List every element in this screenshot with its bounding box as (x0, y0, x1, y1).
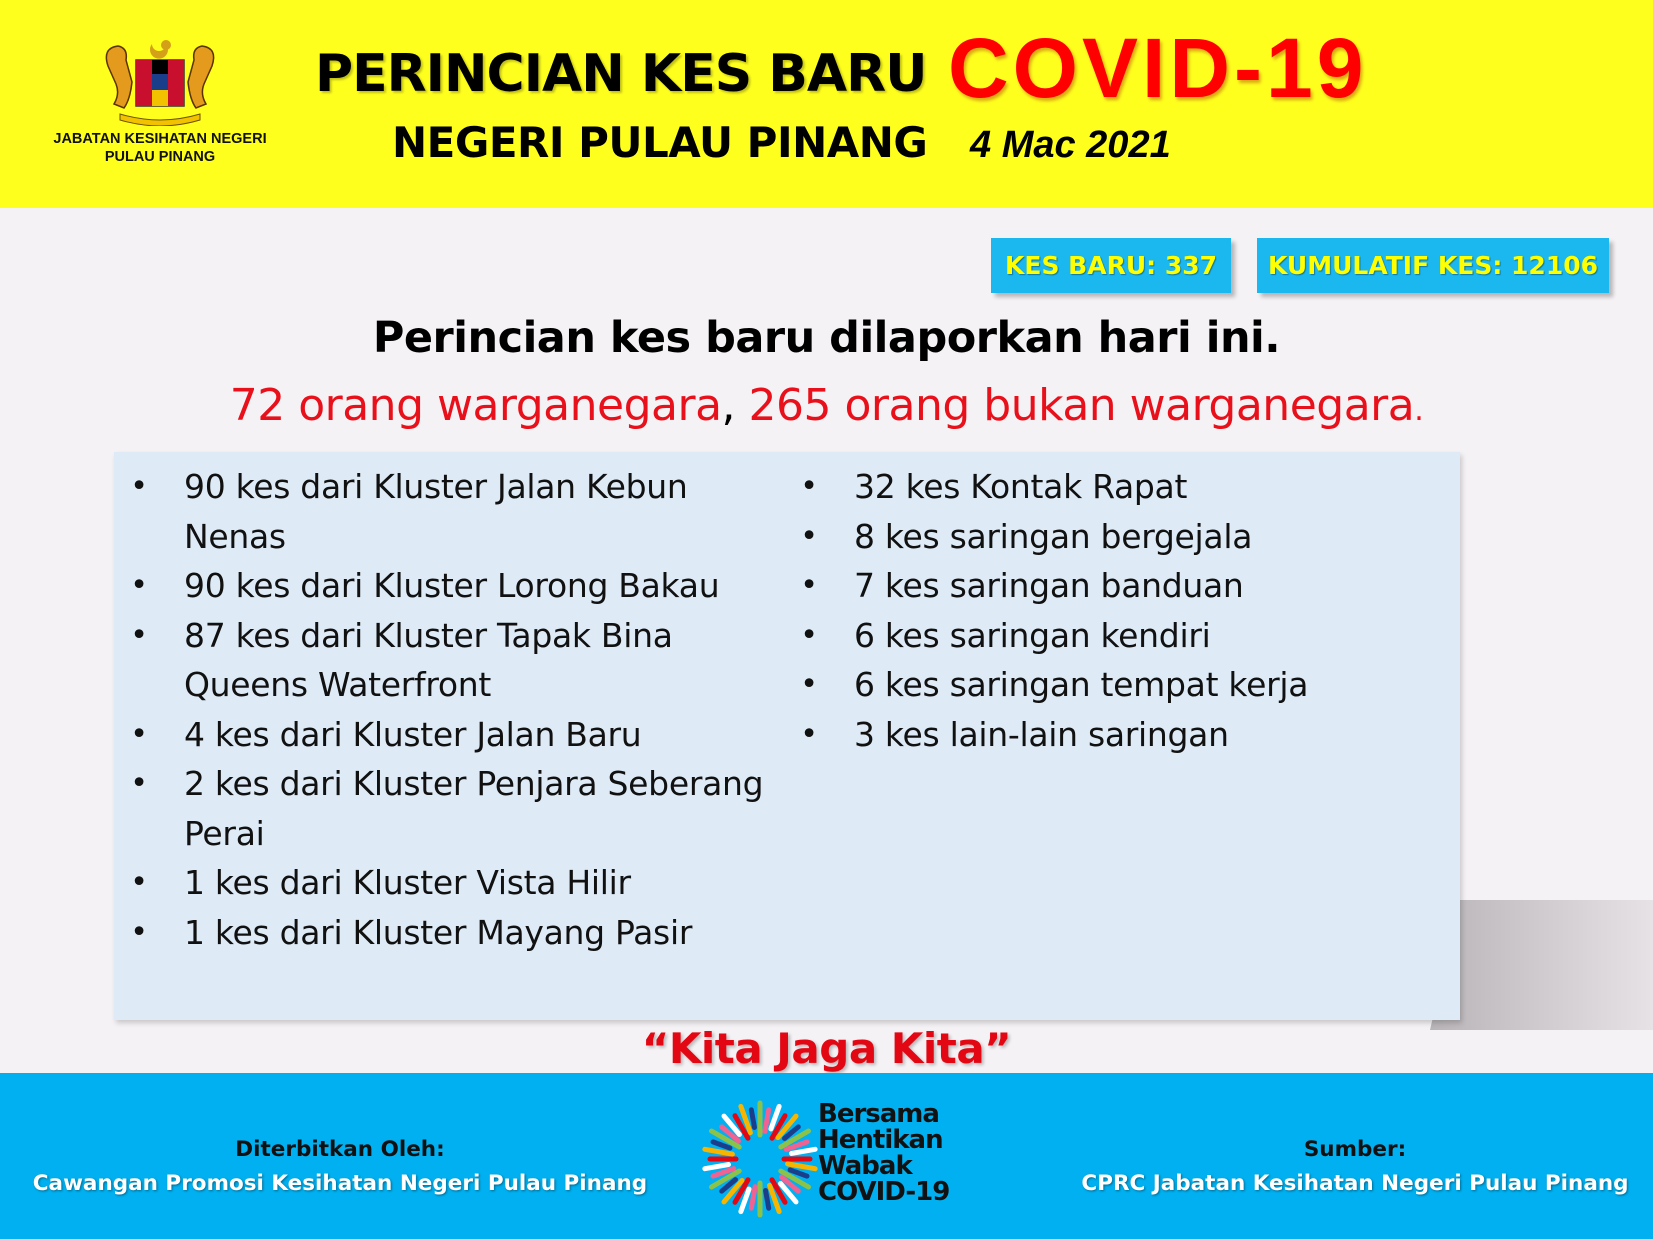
list-item (124, 908, 784, 958)
list-item (124, 561, 784, 611)
list-item-text: 7 kes saringan banduan (854, 566, 1244, 605)
state-name: NEGERI PULAU PINANG (392, 118, 928, 167)
breakdown-end: . (1414, 393, 1424, 428)
list-item (794, 462, 1434, 512)
bullet-icon: • (130, 469, 148, 504)
header-banner (0, 0, 1653, 208)
publisher-label: Diterbitkan Oleh: (235, 1137, 445, 1162)
list-item-text: 4 kes dari Kluster Jalan Baru (184, 714, 642, 754)
burst-ray (751, 1110, 754, 1128)
campaign-logo (700, 1099, 970, 1219)
agency-line-2: PULAU PINANG (104, 149, 216, 165)
page-title: PERINCIAN KES BARU (315, 44, 927, 104)
bullet-icon: • (800, 568, 818, 603)
bullet-icon: • (800, 469, 818, 504)
list-item (124, 759, 784, 858)
bullet-icon: • (130, 617, 148, 653)
bullet-icon: • (800, 617, 818, 653)
bullet-icon: • (800, 518, 818, 554)
list-item (794, 710, 1434, 760)
list-item (794, 611, 1434, 661)
coat-of-arms-icon (90, 36, 230, 126)
list-item-text: 87 kes dari Kluster Tapak Bina Queens Waterfront (184, 615, 673, 704)
burst-ray (751, 1187, 755, 1209)
list-item-text: 6 kes saringan kendiri (854, 615, 1211, 655)
non-citizens-count: 265 orang bukan warganegara (748, 380, 1415, 431)
campaign-line-4: COVID-19 (818, 1177, 950, 1207)
summary-heading: Perincian kes baru dilaporkan hari ini. (372, 313, 1281, 363)
starburst-logo-icon (700, 1099, 820, 1219)
bullet-icon: • (130, 865, 148, 900)
burst-ray (705, 1165, 729, 1169)
list-item-text: 1 kes dari Kluster Vista Hilir (184, 863, 631, 902)
list-item (794, 660, 1434, 710)
burst-ray (766, 1191, 769, 1209)
citizens-count: 72 orang warganegara (229, 380, 722, 431)
campaign-line-2: Hentikan (818, 1125, 943, 1155)
publisher-name: Cawangan Promosi Kesihatan Negeri Pulau Pinang (32, 1171, 648, 1196)
source-info (1080, 1133, 1630, 1201)
list-item (794, 512, 1434, 562)
bullet-icon: • (130, 914, 148, 950)
covid-title: COVID-19 (948, 21, 1368, 115)
list-item (124, 710, 784, 760)
agency-name (20, 130, 300, 166)
cumulative-cases-badge: KUMULATIF KES: 12106 (1257, 238, 1609, 293)
footer-banner (0, 1073, 1653, 1239)
bullet-icon: • (800, 667, 818, 702)
list-item (124, 858, 784, 908)
bullet-icon: • (130, 716, 148, 752)
list-item-text: 1 kes dari Kluster Mayang Pasir (184, 912, 693, 952)
new-cases-badge: KES BARU: 337 (991, 238, 1231, 293)
list-item-text: 6 kes saringan tempat kerja (854, 665, 1309, 704)
burst-ray (792, 1149, 816, 1153)
campaign-line-1: Bersama (818, 1099, 939, 1129)
source-name: CPRC Jabatan Kesihatan Negeri Pulau Pinang (1081, 1171, 1629, 1196)
list-item-text: 90 kes dari Kluster Jalan Kebun Nenas (184, 467, 688, 556)
bullet-icon: • (130, 568, 148, 603)
campaign-line-3: Wabak (818, 1151, 912, 1181)
list-item-text: 3 kes lain-lain saringan (854, 714, 1229, 754)
list-item (794, 561, 1434, 611)
slogan: “Kita Jaga Kita” (641, 1024, 1012, 1073)
burst-ray (765, 1110, 769, 1132)
list-item-text: 90 kes dari Kluster Lorong Bakau (184, 566, 720, 605)
list-item-text: 32 kes Kontak Rapat (854, 467, 1188, 506)
source-label: Sumber: (1303, 1137, 1407, 1162)
list-item (124, 462, 784, 561)
cluster-list (124, 462, 784, 957)
list-item-text: 2 kes dari Kluster Penjara Seberang Perai (184, 764, 764, 853)
citizenship-breakdown (0, 380, 1653, 431)
list-item-text: 8 kes saringan bergejala (854, 516, 1253, 556)
report-date: 4 Mac 2021 (970, 124, 1171, 166)
screening-list (794, 462, 1434, 759)
bullet-icon: • (130, 766, 148, 801)
agency-logo (20, 36, 300, 176)
campaign-text (818, 1101, 949, 1205)
list-item (124, 611, 784, 710)
breakdown-separator: , (721, 380, 736, 431)
bullet-icon: • (800, 716, 818, 752)
case-details-panel (114, 452, 1460, 1020)
publisher-info (30, 1133, 650, 1201)
agency-line-1: JABATAN KESIHATAN NEGERI (53, 131, 267, 147)
